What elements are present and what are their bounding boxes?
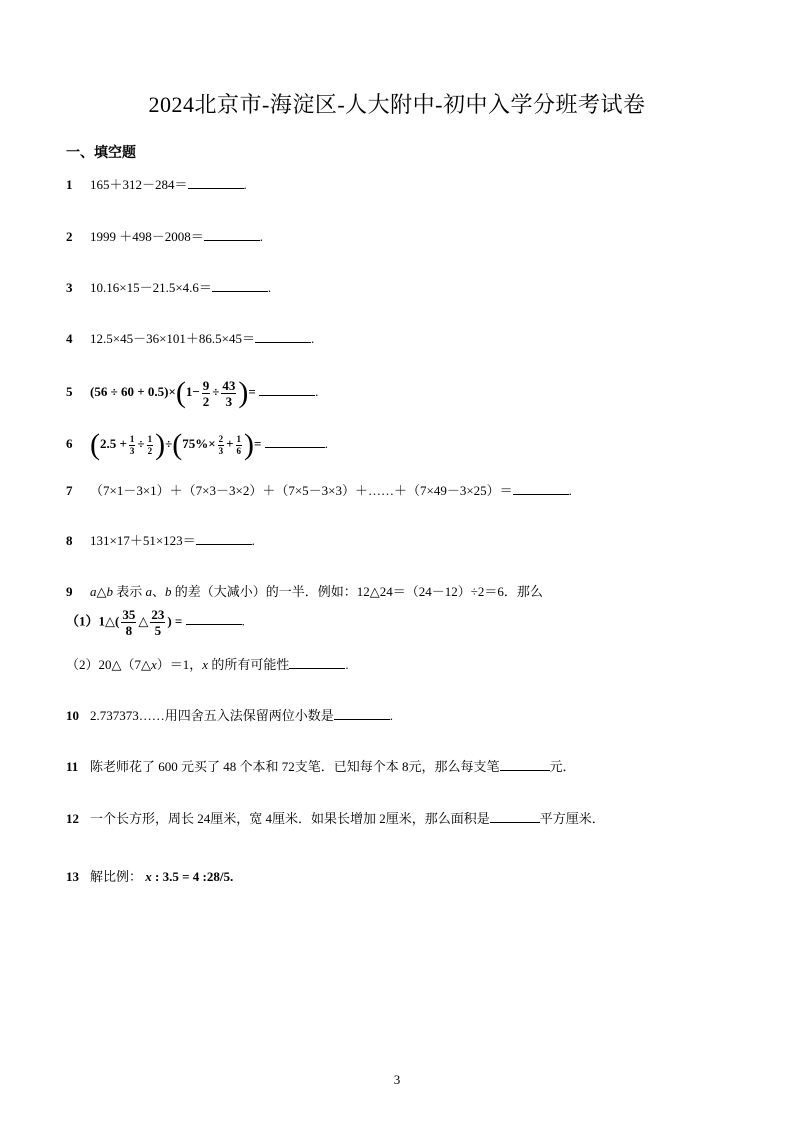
question-11: 11 陈老师花了 600 元买了 48 个本和 72支笔．已知每个本 8元，那么每支笔 元． — [66, 759, 576, 774]
answer-blank[interactable] — [255, 341, 311, 343]
page-title: 2024北京市-海淀区-人大附中-初中入学分班考试卷 — [148, 92, 646, 117]
fraction: $\frac{2}{3}$ — [218, 433, 224, 456]
answer-blank[interactable] — [212, 290, 268, 292]
question-6: 6 (2.5 + $\frac{1}{3}$ ÷ $\frac{1}{2}$ )÷(75%× $\frac{2}{3}$ + $\frac{1}{6}$ )= . — [66, 428, 328, 461]
question-number: 10 — [66, 708, 79, 723]
question-8: 8 131×17＋51×123＝ . — [66, 533, 255, 548]
answer-blank[interactable] — [196, 543, 252, 545]
question-number: 9 — [66, 584, 73, 599]
answer-blank[interactable] — [259, 394, 315, 396]
question-number: 13 — [66, 869, 79, 884]
question-10: 10 2.737373……用四舍五入法保留两位小数是 . — [66, 708, 394, 723]
question-7: 7 （7×1－3×1）＋（7×3－3×2）＋（7×5－3×3）＋……＋（7×49－3×25）＝ . — [66, 483, 572, 498]
question-12: 12 一个长方形，周长 24厘米，宽 4厘米．如果长增加 2厘米，那么面积是 平方厘米． — [66, 811, 605, 826]
fraction: $\frac{43}{3}$ — [222, 377, 236, 409]
fraction: $\frac{23}{5}$ — [151, 607, 165, 638]
question-4: 4 12.5×45－36×101＋86.5×45＝ . — [66, 331, 315, 346]
question-number: 4 — [66, 331, 73, 346]
question-number: 1 — [66, 177, 73, 192]
answer-blank[interactable] — [265, 446, 325, 448]
section-heading: 一、填空题 — [66, 146, 136, 161]
question-1: 1 165＋312－284＝ . — [66, 177, 247, 192]
question-text: 2.737373……用四舍五入法保留两位小数是 — [90, 708, 334, 723]
question-number: 12 — [66, 811, 79, 826]
question-9-part-1: （1）1△( $\frac{35}{8}$ △ $\frac{23}{5}$ ) = . — [66, 607, 245, 638]
answer-blank[interactable] — [289, 667, 345, 669]
question-number: 8 — [66, 533, 73, 548]
fraction: $\frac{9}{2}$ — [202, 377, 210, 409]
fraction: $\frac{1}{3}$ — [129, 433, 135, 456]
question-5: 5 (56 ÷ 60 + 0.5)×(1− $\frac{9}{2}$ ÷ $\frac{43}{3}$ )= . — [66, 376, 319, 409]
answer-blank[interactable] — [490, 821, 540, 823]
question-13: 13 解比例： x : 3.5 = 4 :28/5. — [66, 869, 234, 884]
answer-blank[interactable] — [186, 623, 242, 625]
question-text: 10.16×15－21.5×4.6＝ — [90, 280, 212, 295]
question-number: 7 — [66, 483, 73, 498]
question-number: 2 — [66, 229, 73, 244]
question-3: 3 10.16×15－21.5×4.6＝ . — [66, 280, 272, 295]
answer-blank[interactable] — [334, 718, 390, 720]
page-number: 3 — [393, 1072, 401, 1087]
fraction: $\frac{1}{2}$ — [147, 433, 153, 456]
fraction: $\frac{35}{8}$ — [122, 607, 136, 638]
question-2: 2 1999 ＋498－2008＝ . — [66, 229, 264, 244]
answer-blank[interactable] — [204, 239, 260, 241]
question-9: 9 a△b 表示 a、b 的差（大减小）的一半．例如：12△24＝（24－12）÷2＝6．那么 — [66, 584, 543, 599]
question-number: 3 — [66, 280, 73, 295]
question-text: 165＋312－284＝ — [90, 177, 188, 192]
fraction: $\frac{1}{6}$ — [236, 433, 242, 456]
question-9-part-2: （2）20△（7△x）＝1，x 的所有可能性 . — [66, 657, 349, 672]
question-number: 6 — [66, 435, 73, 451]
question-number: 5 — [66, 383, 73, 399]
answer-blank[interactable] — [188, 187, 244, 189]
question-text: （7×1－3×1）＋（7×3－3×2）＋（7×5－3×3）＋……＋（7×49－3×25）＝ — [90, 483, 513, 498]
question-text: 一个长方形，周长 24厘米，宽 4厘米．如果长增加 2厘米，那么面积是 — [90, 811, 490, 826]
answer-blank[interactable] — [513, 493, 569, 495]
question-text: 陈老师花了 600 元买了 48 个本和 72支笔．已知每个本 8元，那么每支笔 — [90, 759, 500, 774]
question-text: 131×17＋51×123＝ — [90, 533, 196, 548]
answer-blank[interactable] — [500, 769, 550, 771]
question-number: 11 — [66, 759, 79, 774]
question-text: 12.5×45－36×101＋86.5×45＝ — [90, 331, 255, 346]
question-text: 1999 ＋498－2008＝ — [90, 229, 204, 244]
